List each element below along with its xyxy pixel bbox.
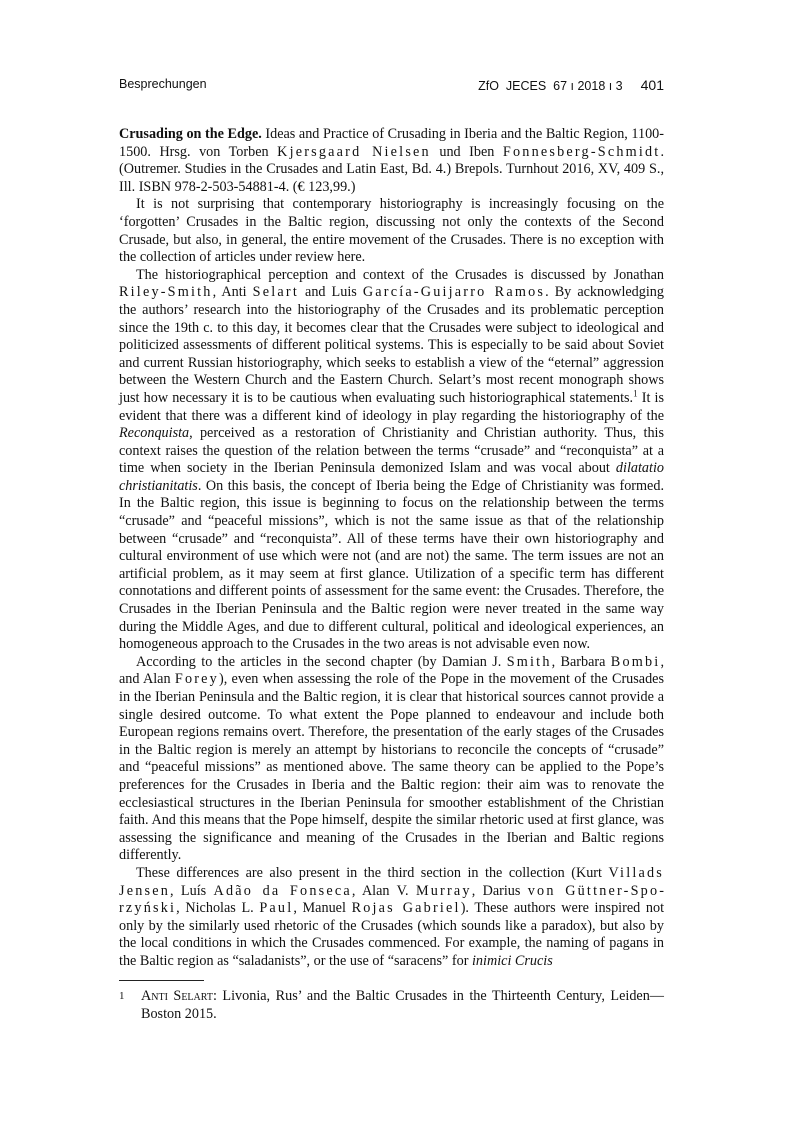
journal-info: [478, 77, 664, 93]
page-number: 401: [640, 77, 664, 93]
author-name: Smith: [506, 653, 552, 670]
text-run: ). These authors were inspired not only by the similarly used rhetoric of the Crusades (which sounds like a paradox), but also by the local conditions in which the Crusades commenced. For example, the naming of pagans in the Baltic region as “saladanists”, or the use of “saracens” for: [119, 900, 665, 969]
paragraph: [119, 865, 664, 971]
italic-term: Reconquista: [119, 425, 190, 442]
citation-text: Ideas and Practice of Crusading in Iberia and the Baltic Region, 1100-1500. Hrsg. von Torben: [119, 126, 664, 160]
paragraph: It is not surprising that contemporary historiography is increasingly focusing on the ‘forgotten’ Crusades in the Baltic region, discussing not only the contexts of the Second Crusade, but also, in general, the entire movement of the Crusades. There is no exception with the collection of articles under review here.: [119, 196, 664, 266]
text-run: It is evident that there was a different kind of ideology in play regarding the historiography of the: [119, 389, 664, 424]
text-run: , and Alan: [119, 653, 664, 688]
text-run: . By acknowledging the authors’ research into the historiography of the Crusades and its problematic perception since the 19th c. to this day, it becomes clear that the Crusades were subject to ideological and politicized assessments of different political systems. This is especially to be said about Soviet and current Russian historiography, which seeks to establish a view of the “eternal” aggression between the Western Church and the Eastern Church. Selart’s most recent monograph shows just how necessary it is to be cautious when evaluating such historiographical statements.: [119, 284, 664, 406]
paragraph: [119, 654, 664, 865]
editor-name: Kjersgaard Nielsen: [277, 143, 431, 160]
author-name: Adão da Fonseca: [213, 882, 352, 899]
footnote-number: 1: [119, 990, 125, 1002]
footnote-author: Anti Selart: [141, 988, 213, 1004]
section-title: Besprechungen: [119, 77, 207, 91]
author-name: Riley-Smith: [119, 284, 213, 301]
journal-issue: ZfO JECES 67 ı 2018 ı 3: [478, 79, 623, 93]
text-run: and Luis: [298, 284, 363, 301]
text-run: , Darius: [471, 882, 528, 899]
italic-term: dilatatio christianitatis: [119, 460, 664, 494]
book-title: Crusading on the Edge.: [119, 126, 262, 142]
author-name: Villads Jensen: [119, 864, 664, 899]
running-header: [119, 77, 664, 97]
text-run: , perceived as a restoration of Christianity and Christian authority. Thus, this context raises the question of the relation between the terms “crusade” and “reconquista” at a time when society in the Iberian Peninsula demonized Islam and was vocal about: [119, 425, 664, 477]
author-name: Selart: [252, 284, 299, 301]
review-citation: [119, 126, 664, 196]
citation-text: . (Outremer. Studies in the Crusades and Latin East, Bd. 4.) Brepols. Turnhout 2016, XV, 409 S., Ill. ISBN 978-2-503-54881-4. (€ 123,99.): [119, 143, 664, 195]
author-name: Murray: [415, 882, 472, 899]
footnote: [119, 988, 664, 1023]
text-run: According to the articles in the second chapter (by Damian J.: [136, 653, 507, 670]
text-run: . On this basis, the concept of Iberia being the Edge of Christianity was formed. In the Baltic region, this issue is beginning to focus on the relationship between the terms “crusade” and “peaceful missions”, which is not the same issue as that of the relationship between “crusade” and “reconquista”. All of these terms have their own historiography and cultural environment of use which were not (and are not) the same. The term issues are not an artificial problem, as it may seem at first glance. Utilization of a specific term has different connotations and different points of assessment for the same event: the Crusades. Therefore, the Crusades in the Iberian Peninsula and the Baltic region were never treated in the same way during the Middle Ages, and due to different cultural, political and ideological experiences, an homogeneous approach to the Crusades in the two areas is not advisable even now.: [119, 477, 664, 653]
footnote-text: [141, 988, 664, 1023]
footnote-reference[interactable]: 1: [633, 388, 638, 399]
editor-name: Fonnesberg-Schmidt: [502, 143, 661, 160]
text-run: The historiographical perception and context of the Crusades is discussed by Jonathan: [136, 266, 664, 283]
paragraph: [119, 267, 664, 654]
footnote-separator: [119, 980, 204, 981]
text-run: , Nicholas L.: [176, 900, 260, 917]
italic-term: inimici Crucis: [471, 952, 553, 969]
text-run: These differences are also present in the third section in the collection (Kurt: [136, 864, 609, 881]
text-run: , Manuel: [293, 900, 352, 917]
text-run: , Barbara: [551, 653, 611, 670]
author-name: von Güttner-Sporzyński: [119, 882, 664, 917]
footnote-citation: : Livonia, Rus’ and the Baltic Crusades in the Thirteenth Century, Leiden—Boston 2015.: [141, 988, 664, 1022]
author-name: Bombi: [610, 653, 661, 670]
text-run: , Anti: [212, 284, 253, 301]
text-run: , Luís: [170, 882, 214, 899]
text-run: , Alan V.: [351, 882, 416, 899]
author-name: Paul: [259, 900, 294, 917]
author-name: Forey: [174, 671, 219, 688]
text-run: ), even when assessing the role of the Pope in the movement of the Crusades in the Iberian Peninsula and the Baltic region, it is clear that historical sources cannot provide a single desired outcome. To what extent the Pope planned to endeavour and include both European regions remains overt. Therefore, the presentation of the early stages of the Crusades in the Baltic region is merely an attempt by historians to reconcile the concepts of “crusade” and “peaceful missions” as mentioned above. The same theory can be applied to the Pope’s preferences for the Crusades in Iberia and the Baltic region: their aim was to renovate the ecclesiastical structures in the Iberian Peninsula for smoother establishment of the Christian faith. And this means that the Pope himself, despite the similar rhetoric used at first glance, was assessing the significance and meaning of the Crusades in the Iberian and Baltic regions differently.: [119, 671, 664, 864]
review-body: [119, 126, 664, 971]
citation-text: und Iben: [430, 143, 503, 160]
author-name: Rojas Gabriel: [351, 900, 461, 917]
author-name: García-Guijarro Ramos: [362, 284, 546, 301]
